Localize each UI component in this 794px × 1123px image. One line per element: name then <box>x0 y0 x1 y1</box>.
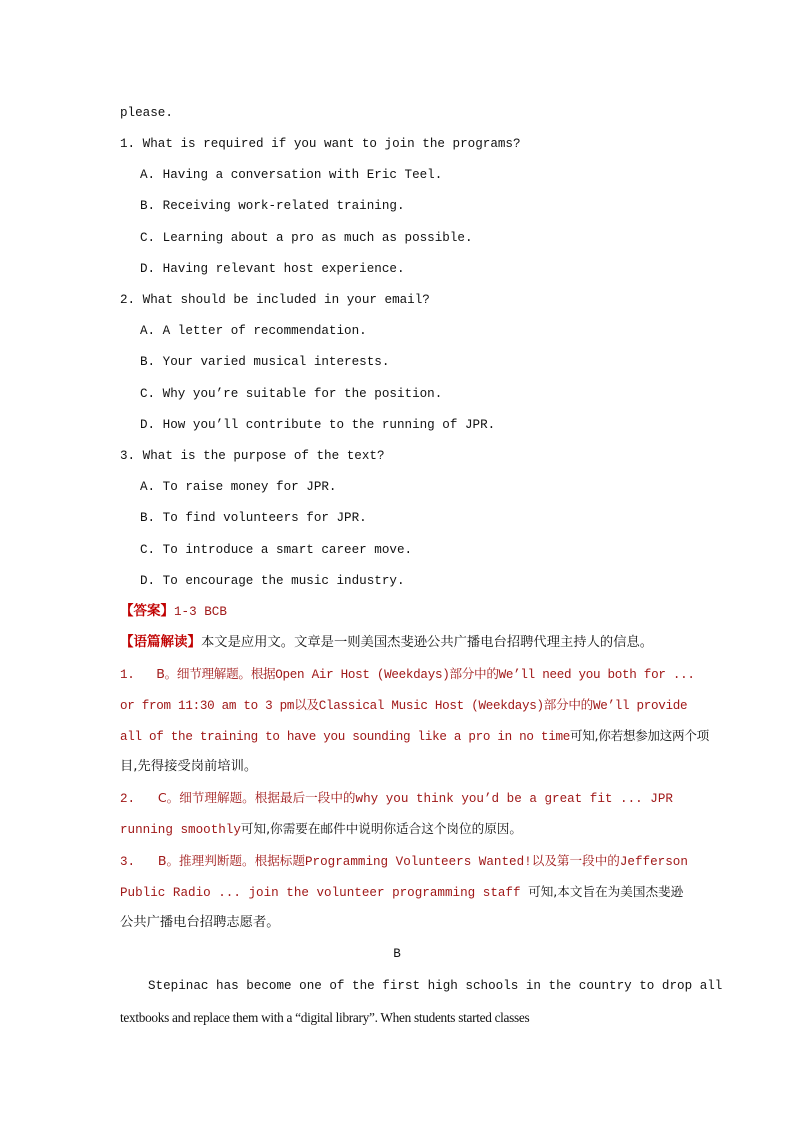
explanation-3-text-c: 可知,本文旨在为美国杰斐逊 <box>528 884 684 899</box>
question-2-option-c: C. Why you’re suitable for the position. <box>140 387 443 401</box>
question-2-option-d: D. How you’ll contribute to the running of JPR. <box>140 418 496 432</box>
explanation-1-line-2 <box>120 697 687 714</box>
explanation-3-number: 3. <box>120 855 136 869</box>
explanation-3-line-3: 公共广播电台招聘志愿者。 <box>120 915 280 930</box>
explanation-1-text-d: 部分中的 <box>543 697 593 712</box>
explanation-3-line-2 <box>120 884 683 901</box>
explanation-1-line-4: 目,先得接受岗前培训。 <box>120 759 258 774</box>
explanation-2-quote-b: running smoothly <box>120 823 241 837</box>
question-1-option-a: A. Having a conversation with Eric Teel. <box>140 168 443 182</box>
question-1-stem: 1. What is required if you want to join the programs? <box>120 137 521 151</box>
explanation-1-text-a: B。细节理解题。根据 <box>156 666 276 681</box>
question-2-option-a: A. A letter of recommendation. <box>140 324 367 338</box>
question-3-option-b: B. To find volunteers for JPR. <box>140 511 367 525</box>
explanation-1-line-3 <box>120 728 709 745</box>
question-3-stem: 3. What is the purpose of the text? <box>120 449 385 463</box>
explanation-1-text-b: 部分中的 <box>449 666 499 681</box>
explanation-2-text-b: 可知,你需要在邮件中说明你适合这个岗位的原因。 <box>240 821 522 836</box>
explanation-1-number: 1. <box>120 668 135 682</box>
explanation-2-line-2 <box>120 821 522 838</box>
answer-line <box>120 603 227 620</box>
explanation-3-text-a: B。推理判断题。根据标题 <box>157 853 305 868</box>
explanation-3-quote-c: Public Radio ... join the volunteer programming staff <box>120 886 521 900</box>
explanation-1-line-1 <box>120 666 695 683</box>
explanation-2-quote-a: why you think you’d be a great fit ... JPR <box>355 792 673 806</box>
question-3-option-c: C. To introduce a smart career move. <box>140 543 413 557</box>
answer-value: 1-3 BCB <box>174 605 227 619</box>
explanation-1-quote-e: We’ll provide <box>592 699 688 713</box>
question-3-option-d: D. To encourage the music industry. <box>140 574 405 588</box>
explanation-2-text-a: C。细节理解题。根据最后一段中的 <box>157 790 356 805</box>
explanation-3-quote-b: Jefferson <box>619 855 688 869</box>
question-1-option-d: D. Having relevant host experience. <box>140 262 405 276</box>
intro-tail: please. <box>120 106 173 120</box>
explanation-1-text-c: 以及 <box>294 697 319 712</box>
explanation-1-quote-d: Classical Music Host (Weekdays) <box>318 699 544 713</box>
analysis-label: 【语篇解读】 <box>120 634 201 650</box>
answer-label: 【答案】 <box>120 603 174 619</box>
explanation-1-quote-b: We’ll need you both for ... <box>498 668 695 682</box>
explanation-1-text-e: 可知,你若想参加这两个项 <box>569 728 709 743</box>
question-2-option-b: B. Your varied musical interests. <box>140 355 390 369</box>
explanation-3-text-b: 以及第一段中的 <box>531 853 620 868</box>
explanation-1-quote-c: or from 11:30 am to 3 pm <box>120 699 295 713</box>
explanation-3-quote-a: Programming Volunteers Wanted! <box>304 855 532 869</box>
analysis-line <box>120 634 653 651</box>
question-1-option-c: C. Learning about a pro as much as possible. <box>140 231 473 245</box>
question-2-stem: 2. What should be included in your email? <box>120 293 430 307</box>
analysis-text: 本文是应用文。文章是一则美国杰斐逊公共广播电台招聘代理主持人的信息。 <box>201 635 654 650</box>
question-3-option-a: A. To raise money for JPR. <box>140 480 337 494</box>
explanation-2-line-1 <box>120 790 673 807</box>
passage-line-1: Stepinac has become one of the first high schools in the country to drop all <box>148 979 723 993</box>
passage-line-2: textbooks and replace them with a “digital library”. When students started classes <box>120 1010 530 1025</box>
explanation-3-line-1 <box>120 853 688 870</box>
section-b-heading: B <box>393 947 401 961</box>
explanation-2-number: 2. <box>120 792 136 806</box>
explanation-1-quote-f: all of the training to have you sounding like a pro in no time <box>120 730 570 744</box>
explanation-1-quote-a: Open Air Host (Weekdays) <box>275 668 450 682</box>
question-1-option-b: B. Receiving work-related training. <box>140 199 405 213</box>
